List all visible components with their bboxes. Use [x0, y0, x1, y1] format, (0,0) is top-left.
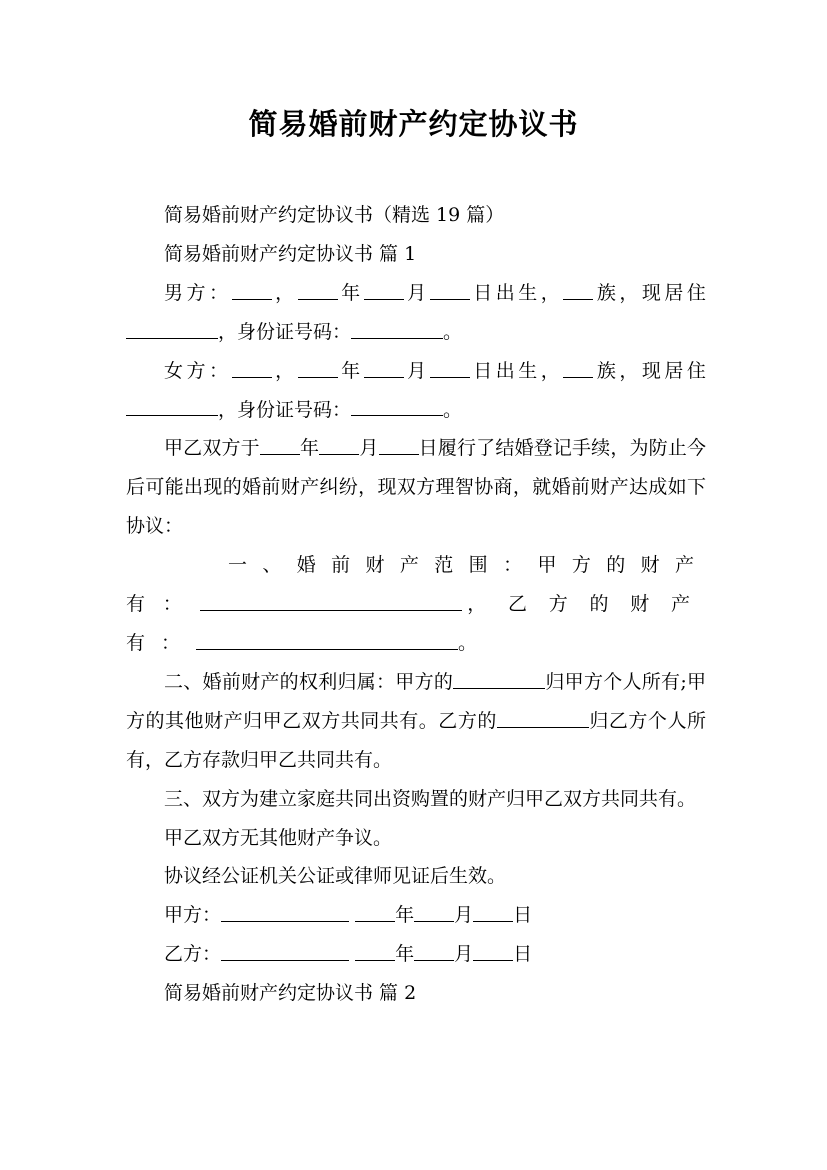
blank-field — [453, 668, 545, 689]
clause-1: 一、婚前财产范围：甲方的财产有： ，乙方的财产有： 。 — [126, 554, 706, 654]
subtitle: 简易婚前财产约定协议书（精选 19 篇） — [164, 204, 505, 226]
clause-2: 二、婚前财产的权利归属：甲方的 归甲方个人所有;甲方的其他财产归甲乙双方共同共有。乙方的 归乙方个人所有，乙方存款归甲乙共同共有。 — [126, 663, 706, 780]
blank-field — [126, 396, 218, 417]
female-party-paragraph: 女方： ， 年 月 日出生， 族，现居住，身份证号码： 。 — [126, 352, 706, 430]
blank-field — [364, 357, 404, 378]
blank-field — [298, 279, 338, 300]
blank-field — [355, 901, 395, 922]
blank-field — [414, 901, 454, 922]
blank-field — [379, 434, 419, 455]
signature-blank — [221, 901, 349, 922]
effective-statement: 协议经公证机关公证或律师见证后生效。 — [164, 865, 507, 888]
blank-field — [351, 318, 443, 339]
no-dispute-statement: 甲乙双方无其他财产争议。 — [164, 826, 393, 849]
blank-field — [414, 940, 454, 961]
blank-field — [319, 434, 359, 455]
blank-field — [430, 279, 470, 300]
blank-field — [126, 318, 218, 339]
male-party-paragraph: 男方： ， 年 月 日出生， 族，现居住，身份证号码： 。 — [126, 274, 706, 352]
blank-field — [232, 279, 272, 300]
signature-blank — [221, 940, 349, 961]
blank-field — [196, 629, 458, 650]
blank-field — [355, 940, 395, 961]
marriage-registration-paragraph: 甲乙双方于 年 月 日履行了结婚登记手续，为防止今后可能出现的婚前财产纠纷，现双方理智协商，就婚前财产达成如下协议： — [126, 429, 706, 546]
blank-field — [351, 396, 443, 417]
blank-field — [563, 279, 593, 300]
blank-field — [497, 707, 589, 728]
blank-field — [364, 279, 404, 300]
blank-field — [473, 901, 513, 922]
document-body — [126, 196, 706, 1013]
blank-field — [232, 357, 272, 378]
section-heading-2: 简易婚前财产约定协议书 篇 2 — [164, 982, 417, 1005]
blank-field — [473, 940, 513, 961]
clause-3: 三、双方为建立家庭共同出资购置的财产归甲乙双方共同共有。 — [164, 787, 697, 810]
blank-field — [563, 357, 593, 378]
signature-party-b: 乙方： 年 月 日 — [126, 935, 706, 974]
signature-party-a: 甲方： 年 月 日 — [126, 896, 706, 935]
blank-field — [298, 357, 338, 378]
blank-field — [200, 590, 462, 611]
section-heading-1: 简易婚前财产约定协议书 篇 1 — [164, 242, 417, 265]
blank-field — [260, 434, 300, 455]
document-title: 简易婚前财产约定协议书 — [248, 107, 579, 141]
blank-field — [430, 357, 470, 378]
